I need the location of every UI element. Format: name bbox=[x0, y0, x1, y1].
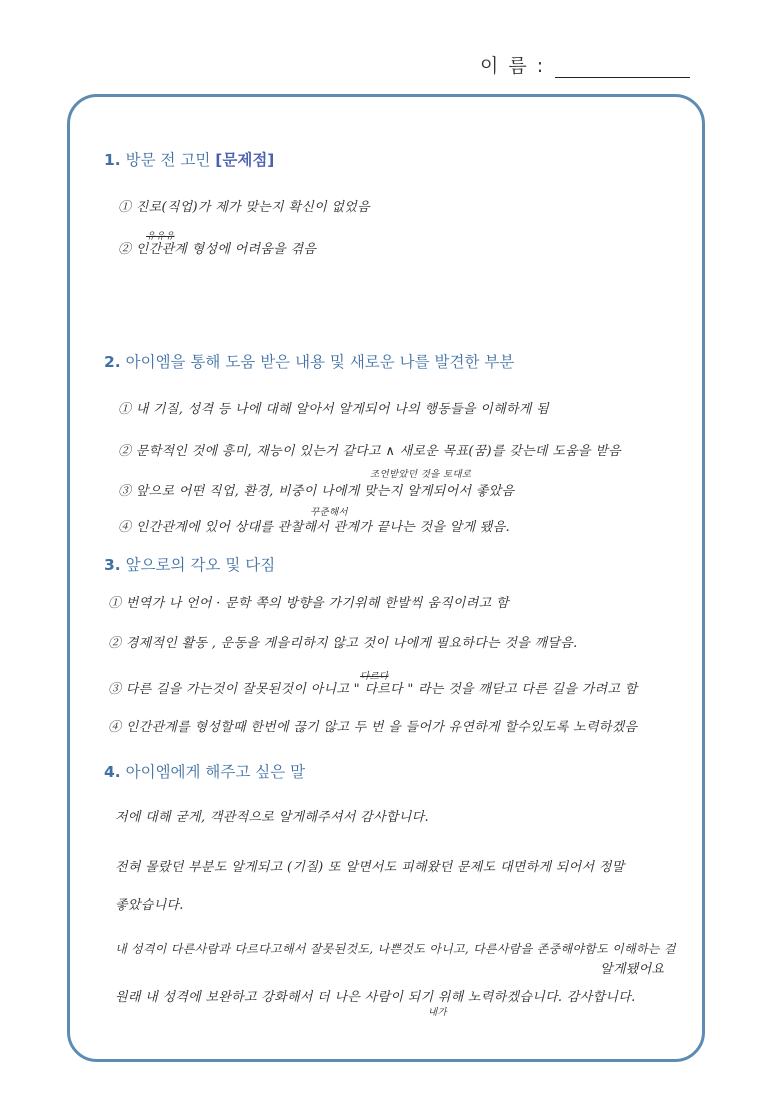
section-title-text: 아이엠을 통해 도움 받은 내용 및 새로운 나를 발견한 부분 bbox=[125, 353, 515, 371]
section-number: 3. bbox=[104, 556, 121, 574]
inserted-note: 조언받았던 것을 토대로 bbox=[370, 469, 472, 480]
handwritten-answer: ④ 인간관계에 있어 상대를 관찰해서 관계가 끝나는 것을 알게 됐음. bbox=[118, 520, 510, 535]
handwritten-answer: ② 문학적인 것에 흥미, 재능이 있는거 같다고 ∧ 새로운 목표(꿈)를 갖는데 도움을 받음 bbox=[118, 444, 621, 459]
section-2-title bbox=[104, 350, 514, 372]
handwritten-answer: 좋았습니다. bbox=[115, 898, 184, 913]
handwritten-answer: ② 경제적인 활동 , 운동을 게을리하지 않고 것이 나에게 필요하다는 것을 깨달음. bbox=[108, 636, 578, 651]
crossed-out-text: 다르다 bbox=[360, 671, 389, 682]
handwritten-answer: ③ 앞으로 어떤 직업, 환경, 비중이 나에게 맞는지 알게되어서 좋았음 bbox=[118, 484, 515, 499]
name-input-line[interactable] bbox=[555, 53, 690, 78]
name-label: 이 름 : bbox=[480, 55, 546, 77]
section-number: 4. bbox=[104, 763, 121, 781]
section-3-title bbox=[104, 553, 275, 575]
handwritten-answer: 알게됐어요 bbox=[600, 962, 665, 977]
section-title-text: 방문 전 고민 bbox=[125, 151, 211, 169]
handwritten-answer: ① 진로(직업)가 제가 맞는지 확신이 없었음 bbox=[118, 200, 370, 215]
section-title-highlight: [문제점] bbox=[215, 151, 275, 169]
handwritten-answer: 내 성격이 다른사람과 다르다고해서 잘못된것도, 나쁜것도 아니고, 다른사람을 존중해야함도 이해하는 걸 bbox=[115, 942, 676, 956]
handwritten-answer: ① 내 기질, 성격 등 나에 대해 알아서 알게되어 나의 행동들을 이해하게 됨 bbox=[118, 402, 549, 417]
inserted-below-note: 내가 bbox=[428, 1007, 447, 1018]
section-4-title bbox=[104, 760, 305, 782]
section-title-text: 아이엠에게 해주고 싶은 말 bbox=[125, 763, 306, 781]
handwritten-answer: 저에 대해 굳게, 객관적으로 알게해주셔서 감사합니다. bbox=[115, 810, 429, 825]
section-1-title bbox=[104, 148, 274, 170]
crossed-out-text: 유유유 bbox=[146, 231, 175, 242]
handwritten-answer: ④ 인간관계를 형성할때 한번에 끊기 않고 두 번 을 들어가 유연하게 할수있도록 노력하겠음 bbox=[108, 720, 638, 735]
handwritten-answer: 원래 내 성격에 보완하고 강화해서 더 나은 사람이 되기 위해 노력하겠습니다. 감사합니다. bbox=[115, 990, 636, 1005]
handwritten-answer: ① 번역가 나 언어 · 문학 쪽의 방향을 가기위해 한발씩 움직이려고 함 bbox=[108, 596, 509, 611]
name-field-row bbox=[480, 48, 690, 78]
section-number: 1. bbox=[104, 151, 121, 169]
handwritten-answer: ② 인간관계 형성에 어려움을 겪음 bbox=[118, 242, 317, 257]
inserted-above-note: 꾸준해서 bbox=[310, 507, 348, 518]
section-number: 2. bbox=[104, 353, 121, 371]
handwritten-answer: 전혀 몰랐던 부분도 알게되고 (기질) 또 알면서도 피해왔던 문제도 대면하게 되어서 정말 bbox=[115, 860, 625, 875]
section-title-text: 앞으로의 각오 및 다짐 bbox=[125, 556, 276, 574]
handwritten-answer: ③ 다른 길을 가는것이 잘못된것이 아니고 " 다르다 " 라는 것을 깨닫고 다른 길을 가려고 함 bbox=[108, 682, 638, 697]
